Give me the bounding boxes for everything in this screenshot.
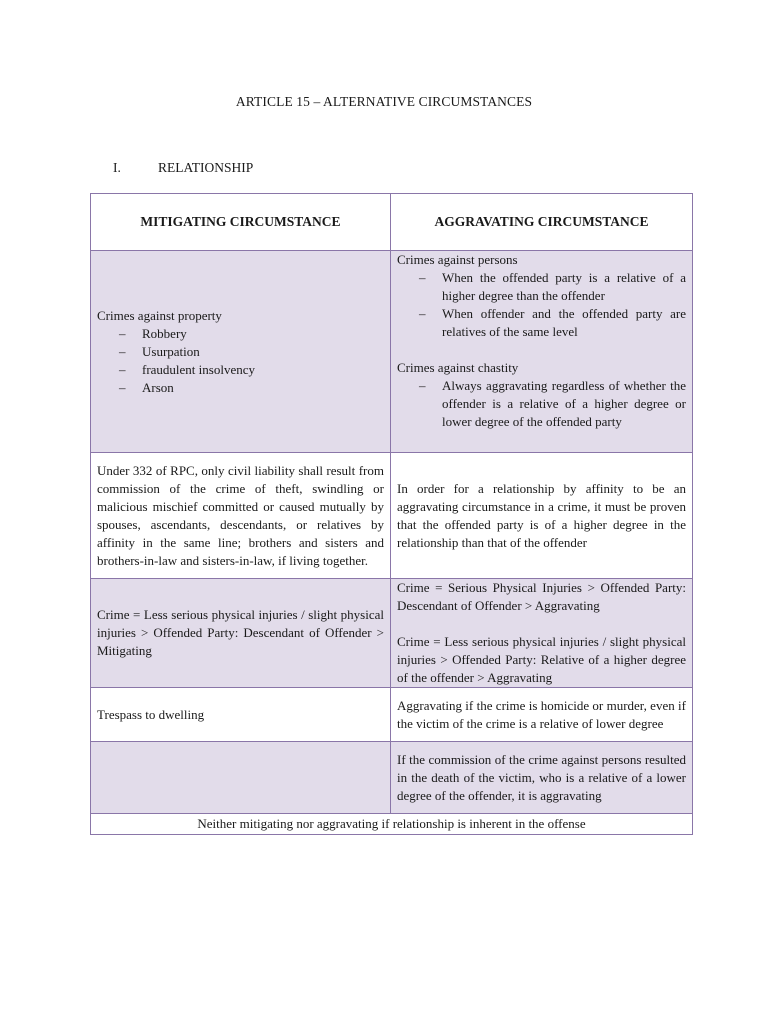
list-item: – Robbery	[117, 325, 384, 343]
mitigating-cell: Trespass to dwelling	[91, 688, 391, 742]
list-item: – Always aggravating regardless of whether the offender is a relative of a higher degree or lower degree of the offended party	[417, 377, 686, 431]
table-header-row	[91, 194, 693, 251]
document-title: ARTICLE 15 – ALTERNATIVE CIRCUMSTANCES	[235, 94, 533, 109]
aggravating-header: AGGRAVATING CIRCUMSTANCE	[391, 194, 693, 251]
rule-text: Crime = Serious Physical Injuries > Offended Party: Descendant of Offender > Aggravating	[397, 580, 686, 613]
table-row	[91, 742, 693, 814]
aggravating-cell: If the commission of the crime against persons resulted in the death of the victim, who is a relative of a lower degree of the offender, it is aggravating	[391, 742, 693, 814]
aggravating-cell	[391, 251, 693, 453]
circumstances-table	[90, 193, 693, 835]
aggravating-cell: In order for a relationship by affinity to be an aggravating circumstance in a crime, it must be proven that the offended party is of a higher degree in the relationship than that of the offender	[391, 453, 693, 579]
table-footer-row	[91, 814, 693, 835]
aggravating-cell	[391, 579, 693, 688]
section-heading	[113, 160, 253, 176]
table-row	[91, 579, 693, 688]
mitigating-cell	[91, 742, 391, 814]
list-item: – Usurpation	[117, 343, 384, 361]
mitigating-cell: Under 332 of RPC, only civil liability shall result from commission of the crime of theft, swindling or malicious mischief committed or caused mutually by spouses, ascendants, descendants, or relatives by affinity in the same line; brothers and sisters and brothers-in-law and sisters-in-law, if living together.	[91, 453, 391, 579]
mitigating-cell: Crime = Less serious physical injuries / slight physical injuries > Offended Party: Descendant of Offender > Mitigating	[91, 579, 391, 688]
aggravating-cell: Aggravating if the crime is homicide or murder, even if the victim of the crime is a relative of lower degree	[391, 688, 693, 742]
rule-text: Crime = Less serious physical injuries / slight physical injuries > Offended Party: Relative of a higher degree of the offender > Aggravating	[397, 634, 686, 685]
section-number: I.	[113, 160, 121, 175]
dash-list	[397, 377, 686, 431]
footer-note: Neither mitigating nor aggravating if relationship is inherent in the offense	[91, 814, 693, 835]
list-item: – fraudulent insolvency	[117, 361, 384, 379]
group-heading: Crimes against chastity	[397, 360, 519, 375]
list-item: – When the offended party is a relative of a higher degree than the offender	[417, 269, 686, 305]
group-heading: Crimes against persons	[397, 252, 518, 267]
list-item: – When offender and the offended party are relatives of the same level	[417, 305, 686, 341]
dash-list	[97, 325, 384, 397]
section-label: RELATIONSHIP	[158, 160, 254, 175]
list-item: – Arson	[117, 379, 384, 397]
dash-list	[397, 269, 686, 341]
mitigating-header: MITIGATING CIRCUMSTANCE	[91, 194, 391, 251]
table-row	[91, 688, 693, 742]
table-row	[91, 251, 693, 453]
mitigating-cell	[91, 251, 391, 453]
group-heading: Crimes against property	[97, 307, 222, 323]
table-row	[91, 453, 693, 579]
